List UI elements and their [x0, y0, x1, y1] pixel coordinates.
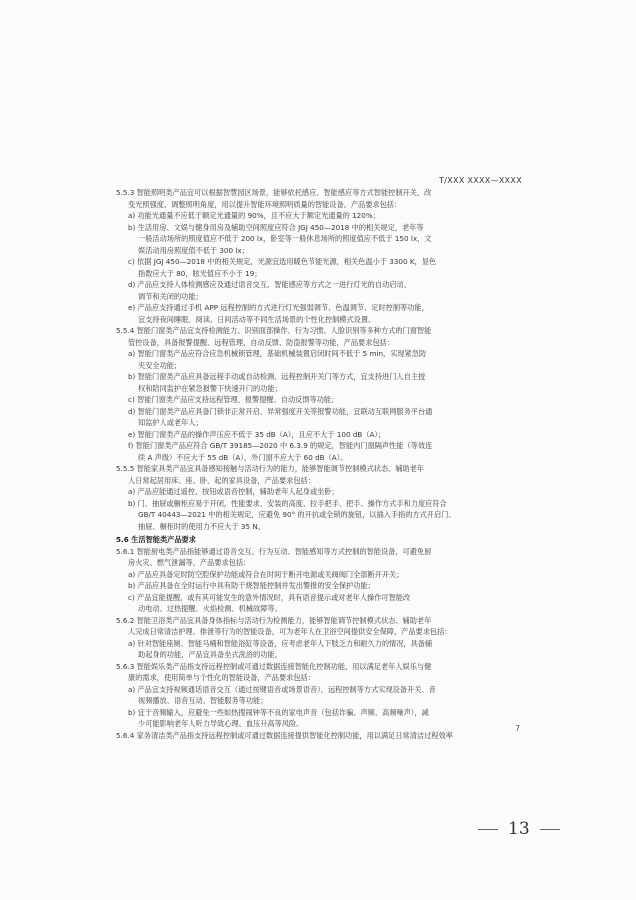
body-text-line: 视频播放、语音互动、智能服务等功能；: [138, 696, 268, 705]
body-text-line: d) 智能门窗类产品应具备门锁非正常开启、异常强度开关等报警功能，宜联动互联网服务平台通: [128, 406, 433, 416]
section-heading: 5.6 生活智能类产品要求: [116, 535, 196, 544]
body-text-line: 夹安全功能；: [138, 360, 182, 370]
body-text-line: b) 宜于音频输入，应避免一些如热搜闹钟等不良的家电声音（包括诈骗、声频、高频噪声），减: [128, 707, 429, 717]
body-text-line: 5.6.3 智能娱乐类产品指支持远程控制或可通过数据连接智能化控制功能，用以满足老年人娱乐与健: [116, 661, 432, 671]
body-text-line: e) 产品应支持通过手机 APP 远程控制的方式进行灯光强弱调节、色温调节、定时控制等功能，: [128, 303, 429, 312]
body-text-line: a) 产品宜支持视频通话语音交互（通过按键语音或场景语音），远程控制等方式实现设备开关、音: [128, 684, 436, 694]
document-body: [116, 187, 518, 741]
body-text-line: 人日常起居用床、座、卧、起的家具设备，产品要求包括：: [128, 475, 315, 485]
body-text-line: c) 依据 JGJ 450—2018 中的相关规定，光源宜选用暖色节能光源，相关色温小于 3300 K，显色: [128, 257, 437, 266]
body-text-line: 续 A 声级）不应大于 55 dB（A），外门窗不应大于 60 dB（A）。: [138, 452, 348, 462]
body-text-line: GB/T 40443—2021 中的相关规定，应避免 90° 的开抗或全锁的旋钮，以插入手指的方式开启门、: [138, 510, 456, 519]
body-text-line: a) 智能门窗类产品应符合应急机械锁管理，基础机械装置启闭时间不低于 5 min，实现紧急防: [128, 349, 427, 358]
body-text-line: 5.5.4 智能门窗类产品宜支持检测能力、识别面部操作、行为习惯、人脸识别等多种方式的门窗智能: [116, 326, 432, 335]
body-text-line: a) 产品应能通过遥控、按钮或语音控制，辅助老年人起身或坐卧；: [128, 487, 339, 496]
body-text-line: a) 产品应具备定时防空腔保护功能或符合在时间于断开电源或关阀阀门全部断开开关；: [128, 569, 404, 579]
body-text-line: c) 产品宜能提醒，或有其可能发生的意外情况时，具有语音提示或对老年人操作可智能改: [128, 592, 411, 602]
body-text-line: b) 智能门窗类产品应具备远程手动或自动检测、远程控制开关门等方式，宜支持进门人自主授: [128, 372, 426, 381]
body-text-line: 5.6.4 家务清洁类产品指支持远程控制或可通过数据连接提供智能化控制功能，用以满足日常清洁过程效率: [116, 730, 453, 740]
body-text-line: 动电动、过热提醒、火焰检测、机械故障等。: [138, 604, 282, 613]
page-number: 13: [508, 819, 530, 839]
body-text-line: b) 生活用房、文娱与健身用房及辅助空间照度应符合 JGJ 450—2018 中的相关规定，老年等: [128, 222, 424, 232]
body-text-line: f) 智能门窗类产品应符合 GB/T 39185—2020 中 6.3.9 的规定，智能内门窗隔声性能（等效连: [128, 441, 433, 450]
body-text-line: 权和陪同监护在紧急报警下快速开门的功能；: [138, 383, 282, 393]
body-text-line: 5.5.5 智能家具类产品宜具备感知接触与活动行为的能力，能够智能调节控制模式状态、辅助老年: [116, 464, 425, 473]
body-text-line: 少可能影响老年人听力导致心理、血压升高等风险。: [138, 719, 304, 728]
body-text-line: 康的需求，使用简单与个性化的智能设备，产品要求包括：: [128, 673, 315, 682]
body-text-line: e) 智能门窗类产品的操作声压应不低于 35 dB（A），且应不大于 100 dB（A）；: [128, 429, 386, 439]
body-text-line: d) 产品应支持人体检测感应及通过语音交互、智能感应等方式之一进行灯光的自动启动、: [128, 280, 411, 289]
body-text-line: 5.6.2 智能卫浴类产品宜具备身体指标与活动行为检测能力，能够智能调节控制模式状态、辅助老年: [116, 615, 432, 625]
body-text-line: 5.6.1 智能厨电类产品指能够通过语音交互、行为互动、智能感知等方式控制的智能设备，可避免厨: [116, 546, 432, 556]
body-text-line: 助起身的功能，产品宜具备坐式洗浴的功能。: [138, 650, 282, 659]
body-text-line: a) 针对智能座厕、智能马桶和智能浴缸等设备，应考虑老年人下肢乏力和耐久力的情况，具备辅: [128, 638, 433, 648]
body-text-line: 抽屉、橱柜时的使用力不应大于 35 N。: [138, 521, 265, 531]
body-text-line: 一般活动场所的照度值应不低于 200 lx，卧室等一般休息场所的照度值应不低于 150 lx，文: [138, 234, 432, 243]
inner-page-number: 7: [515, 724, 520, 733]
body-text-line: c) 智能门窗类产品应支持远程管理、报警提醒、自动反馈等功能；: [128, 395, 339, 404]
body-text-line: 人完成日常清洁护理、排泄等行为的智能设备，可为老年人在卫浴空间提供安全保障，产品要求包括：: [128, 627, 452, 636]
body-text-line: 变光照强度、调整照明角度，用以提升智能环境照明质量的智能设备。产品要求包括：: [128, 199, 402, 209]
right-dash: [540, 829, 560, 830]
body-text-line: a) 功能光通量不应低于额定光通量的 90%，且不应大于额定光通量的 120%；: [128, 211, 380, 220]
left-dash: [478, 829, 498, 830]
body-text-line: 娱活动用房照度值不低于 300 lx；: [138, 245, 249, 255]
body-text-line: 房火灾、燃气泄漏等，产品要求包括：: [128, 558, 251, 567]
body-text-line: 调节和关闭的功能；: [138, 291, 203, 301]
document-id: T/XXX XXXX—XXXX: [439, 176, 522, 185]
body-text-line: 管控设备，具备报警提醒、远程管理、自动反馈、防盗报警等功能，产品要求包括：: [128, 337, 394, 347]
body-text-line: b) 门、抽屉或橱柜应易于开闭，性能要求、安装的高度、拉手把手、把手、操作方式手和力度应符合: [128, 498, 447, 508]
body-text-line: 5.5.3 智能照明类产品宜可以根据智慧园区场景，能够依托感应、智能感应等方式智能控制开关、改: [116, 188, 432, 197]
body-text-line: 知监护人或老年人；: [138, 418, 203, 427]
body-text-line: 指数应大于 80，眩光值应不小于 19；: [138, 268, 262, 278]
body-text-line: 宜支持夜间睡眠、阅读、日间活动等不同生活场景的个性化控制模式设置。: [138, 314, 376, 324]
body-text-line: b) 产品应具备在全时运行中具有防干烧智能控制并发出警报的安全保护功能；: [128, 581, 375, 590]
page-number-block: [478, 819, 560, 839]
